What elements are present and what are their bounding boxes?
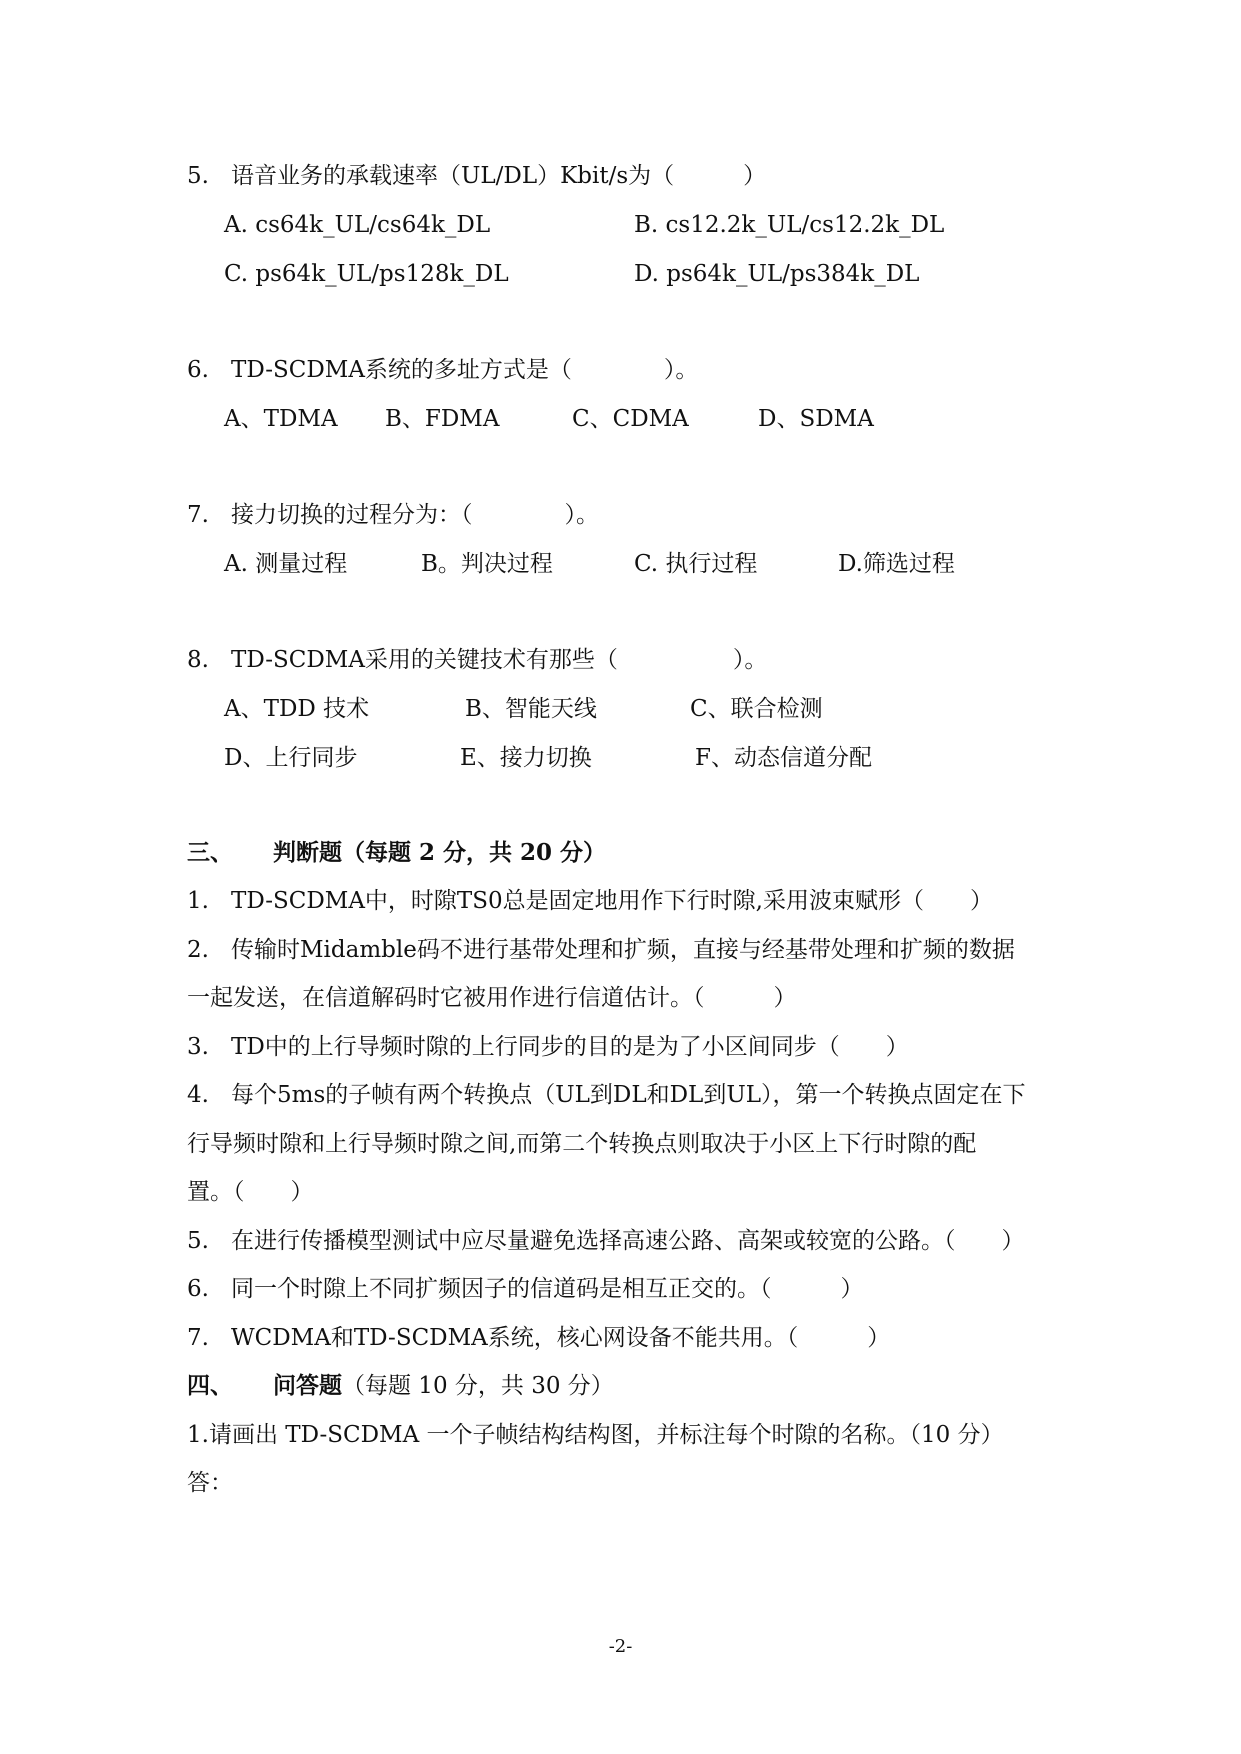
mc8-option-d: D、上行同步 — [224, 745, 358, 771]
mc7-option-a: A. 测量过程 — [224, 551, 348, 577]
mc-question-8: 8. TD-SCDMA采用的关键技术有那些（ ）。 — [187, 647, 768, 673]
mc5-option-b: B. cs12.2k_UL/cs12.2k_DL — [634, 212, 945, 238]
mc8-option-c: C、联合检测 — [690, 696, 823, 722]
tf-item-5: 5. 在进行传播模型测试中应尽量避免选择高速公路、高架或较宽的公路。（ ） — [187, 1228, 1025, 1254]
mc6-option-a: A、TDMA — [224, 406, 338, 432]
tf-item-4-cont-2: 置。（ ） — [187, 1179, 314, 1205]
tf-item-1: 1. TD-SCDMA中，时隙TS0总是固定地用作下行时隙,采用波束赋形（ ） — [187, 888, 993, 914]
tf-item-4-cont-1: 行导频时隙和上行导频时隙之间,而第二个转换点则取决于小区上下行时隙的配 — [187, 1131, 977, 1157]
section-3-heading: 三、 判断题（每题 2 分，共 20 分） — [187, 839, 607, 866]
page-number: -2- — [608, 1636, 633, 1657]
mc5-option-c: C. ps64k_UL/ps128k_DL — [224, 261, 509, 287]
essay-question-1: 1.请画出 TD-SCDMA 一个子帧结构结构图，并标注每个时隙的名称。（10 分） — [187, 1422, 1004, 1448]
mc6-option-d: D、SDMA — [758, 406, 874, 432]
mc7-option-d: D.筛选过程 — [838, 551, 955, 577]
tf-item-4: 4. 每个5ms的子帧有两个转换点（UL到DL和DL到UL），第一个转换点固定在下 — [187, 1082, 1026, 1108]
tf-item-2: 2. 传输时Midamble码不进行基带处理和扩频，直接与经基带处理和扩频的数据 — [187, 937, 1015, 963]
mc8-option-e: E、接力切换 — [460, 745, 592, 771]
mc6-option-c: C、CDMA — [572, 406, 689, 432]
tf-item-2-cont: 一起发送，在信道解码时它被用作进行信道估计。（ ） — [187, 985, 797, 1011]
tf-item-3: 3. TD中的上行导频时隙的上行同步的目的是为了小区间同步（ ） — [187, 1034, 909, 1060]
mc8-option-a: A、TDD 技术 — [224, 696, 370, 722]
section-4-heading: 四、 问答题（每题 10 分，共 30 分） — [187, 1372, 614, 1399]
tf-item-6: 6. 同一个时隙上不同扩频因子的信道码是相互正交的。（ ） — [187, 1276, 864, 1302]
tf-item-7: 7. WCDMA和TD-SCDMA系统，核心网设备不能共用。（ ） — [187, 1325, 891, 1351]
mc8-option-f: F、动态信道分配 — [695, 745, 872, 771]
mc7-option-b: B。判决过程 — [421, 551, 553, 577]
mc8-option-b: B、智能天线 — [465, 696, 597, 722]
mc-question-7: 7. 接力切换的过程分为：（ ）。 — [187, 502, 599, 528]
mc5-option-a: A. cs64k_UL/cs64k_DL — [224, 212, 491, 238]
mc-question-6: 6. TD-SCDMA系统的多址方式是（ ）。 — [187, 357, 699, 383]
mc5-option-d: D. ps64k_UL/ps384k_DL — [634, 261, 920, 287]
mc6-option-b: B、FDMA — [385, 406, 500, 432]
answer-label: 答： — [187, 1470, 233, 1496]
mc-question-5: 5. 语音业务的承载速率（UL/DL）Kbit/s为（ ） — [187, 163, 767, 189]
mc7-option-c: C. 执行过程 — [634, 551, 758, 577]
